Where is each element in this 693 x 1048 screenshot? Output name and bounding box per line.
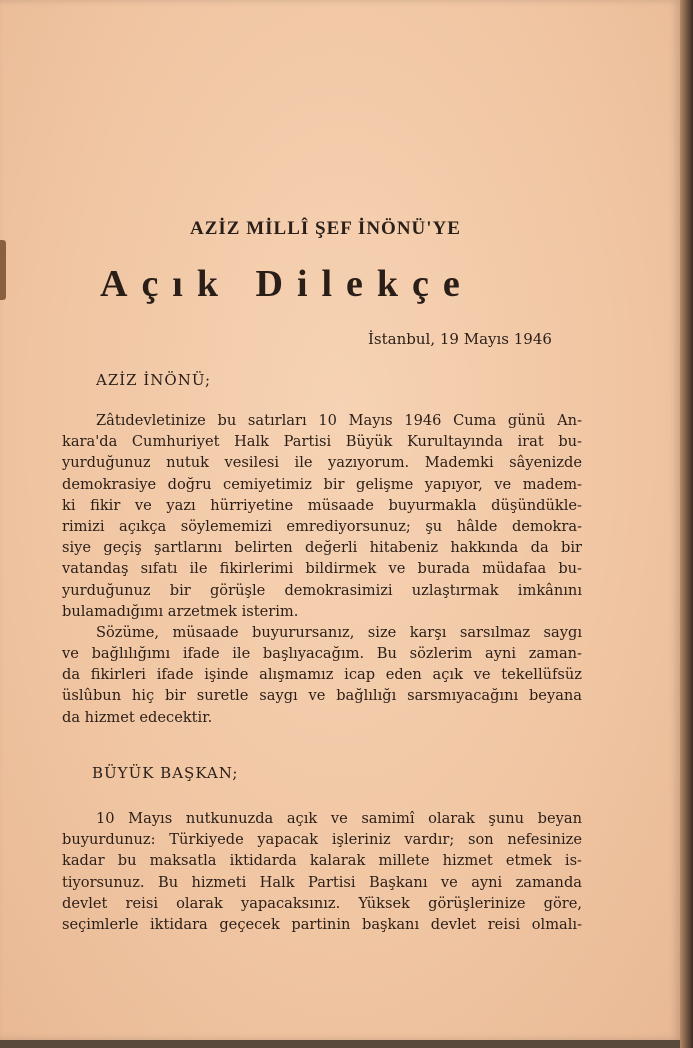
text-line: üslûbun hiç bir suretle saygı ve bağlılığı sarsmıyacağını beyana [62,687,582,705]
text-line: tiyorsunuz. Bu hizmeti Halk Partisi Başkanı ve ayni zamanda [62,873,582,891]
text-line: yurduğunuz bir görüşle demokrasimizi uzlaştırmak imkânını [62,581,582,599]
paragraph-3 [62,808,582,935]
salutation-1: AZİZ İNÖNÜ; [96,371,212,389]
document-title: Açık Dilekçe [100,263,474,305]
text-line: siye geçiş şartlarını belirten değerli hitabeniz hakkında da bir [62,539,582,557]
text-line: kara'da Cumhuriyet Halk Partisi Büyük Kurultayında irat bu- [62,433,582,451]
text-line: 10 Mayıs nutkunuzda açık ve samimî olarak şunu beyan [96,810,582,827]
text-line: Zâtıdevletinize bu satırları 10 Mayıs 1946 Cuma günü An- [96,412,582,429]
text-line: da fikirleri ifade işinde alışmamız icap eden açık ve tekellüfsüz [62,666,582,684]
text-line: ki fikir ve yazı hürriyetine müsaade buyurmakla düşündükle- [62,496,582,514]
text-line: demokrasiye doğru cemiyetimiz bir gelişme yapıyor, ve madem- [62,475,582,493]
text-line: da hizmet edecektir. [62,708,213,726]
text-line: yurduğunuz nutuk vesilesi ile yazıyorum. Mademki sâyenizde [62,454,582,472]
text-line: Sözüme, müsaade buyurursanız, size karşı sarsılmaz saygı [96,623,582,641]
text-line: seçimlerle iktidara geçecek partinin başkanı devlet reisi olmalı- [62,915,582,933]
paragraph-1 [62,410,582,728]
text-line: kadar bu maksatla iktidarda kalarak millete hizmet etmek is- [62,852,582,870]
salutation-2: BÜYÜK BAŞKAN; [92,764,239,782]
page-edge [680,0,693,1048]
text-line: vatandaş sıfatı ile fikirlerimi bildirmek ve burada müdafaa bu- [62,560,582,578]
text-line: buyurdunuz: Türkiyede yapacak işleriniz vardır; son nefesinize [62,831,582,849]
binding-mark [0,240,6,300]
text-line: bulamadığımı arzetmek isterim. [62,602,299,620]
text-line: ve bağlılığımı ifade ile başlıyacağım. Bu sözlerim ayni zaman- [62,645,582,663]
text-line: devlet reisi olarak yapacaksınız. Yüksek görüşlerinize göre, [62,894,582,912]
document-subtitle: AZİZ MİLLÎ ŞEF İNÖNÜ'YE [190,218,461,239]
document-date: İstanbul, 19 Mayıs 1946 [368,330,552,348]
text-line: rimizi açıkça söylememizi emrediyorsunuz; şu hâlde demokra- [62,517,582,535]
